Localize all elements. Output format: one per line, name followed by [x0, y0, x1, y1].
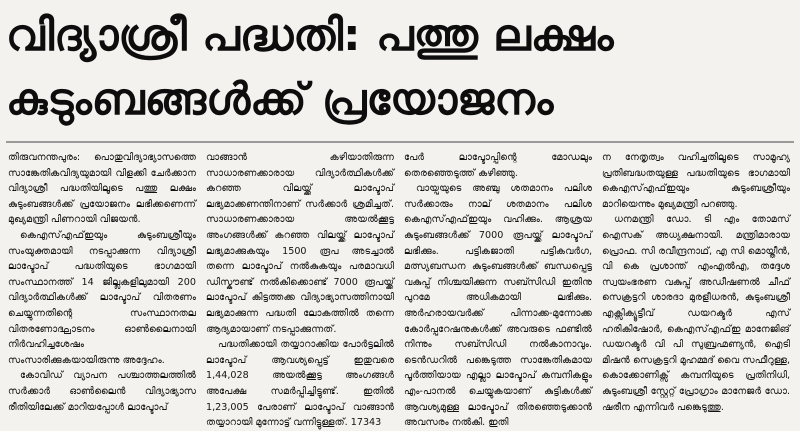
article-body [8, 150, 794, 429]
paragraph: വാങ്ങാൻ കഴിയാതിരുന്ന സാധാരണക്കാരായ വിദ്യാർത്ഥികൾക്ക് കറഞ്ഞ വിലയ്ക്ക് ലാപ്ടോപ് ലഭ്യമാക്കണന്തിനാണ് സർക്കാർ ശ്രമിച്ചത്. സാധാരണക്കാരായ അയൽക്കൂട്ട അംഗങ്ങൾക്ക് കറഞ്ഞ വിലയ്ക്ക് ലാപ്ടോപ് ലഭ്യമാക്കുകയും 1500 രൂപ അടച്ചാൽ തന്നെ ലാപ്ടോപ് നൽകുകയും പരമാവധി ഡിസ്കൗണ്ട് നൽകിക്കൊണ്ട് 7000 രൂപയ്ക്ക് ലാപ്ടോപ് കിട്ടത്തക്ക വിദ്യാഭ്യാസത്തിനായി ലഭ്യമാക്കുന്ന പദ്ധതി ലോകത്തിൽ തന്നെ ആദ്യമായാണ് നടപ്പാക്കുന്നത്. [206, 152, 394, 335]
article-column-2 [206, 150, 394, 429]
article-column-1 [8, 150, 196, 413]
paragraph: ധനമന്ത്രി ഡോ. ടി എം തോമസ് ഐസക് അധ്യക്ഷനായി. മന്ത്രിമാരായ പ്രൊഫ. സി രവീന്ദ്രനാഥ്, എ സി മൊയ്തീൻ, വി കെ പ്രശാന്ത് എംഎൽഎ, തദ്ദേശ സ്വയംഭരണ വകുപ്പ് അഡീഷണൽ ചീഫ് സെക്രട്ടറി ശാരദാ മുരളീധരൻ, കുടുംബശ്രീ എക്സിക്യൂട്ടീവ് ഡയറക്ടർ എസ് ഹരികിഷോർ, കെഎസ്എഫ്ഇ മാനേജിങ് ഡയറക്ടർ വി പി സുബ്രഹ്മണ്യൻ, ഐടി മിഷൻ സെക്രട്ടറി മുഹമ്മദ് വൈ സഫീറുള്ള, കൊക്കോണിക്സ് കമ്പനിയുടെ പ്രതിനിധി, കുടുംബശ്രീ സ്റ്റേറ്റ് പ്രോഗ്രാം മാനേജർ ഡോ. ഷരീന എന്നിവർ പങ്കെടുത്തു. [602, 214, 790, 413]
paragraph: പദ്ധതിക്കായി തയ്യാറാക്കിയ പോർട്ടലിൽ ലാപ്ടോപ് ആവശ്യപ്പെട്ട് ഇതുവരെ 1,44,028 അയൽക്കൂട്ട അംഗങ്ങൾ അപേക്ഷ സമർപ്പിച്ചിട്ടുണ്ട്. ഇതിൽ 1,23,005 പേരാണ് ലാപ്ടോപ് വാങ്ങാൻ തയ്യാറായി മുന്നോട്ട് വന്നിട്ടുള്ളത്. 17343 [206, 339, 394, 429]
paragraph: കോവിഡ് വ്യാപന പശ്ചാത്തലത്തിൽ സർക്കാർ ഓൺലൈൻ വിദ്യാഭ്യാസ രീതിയിലേക്ക് മാറിയപ്പോൾ ലാപ്ടോപ് [8, 370, 196, 413]
article-headline [6, 4, 794, 132]
paragraph: തിരുവനന്തപുരം: പൊതുവിദ്യാഭ്യാസത്തെ സാങ്കേതികവിദ്യയുമായി വിളക്കി ചേർക്കാന വിദ്യാശ്രീ പദ്ധതിയിലൂടെ പത്തു ലക്ഷം കുടുംബങ്ങൾക്ക് പ്രയോജനം ലഭിക്കണെന്ന് മുഖ്യമന്ത്രി പിണറായി വിജയൻ. [8, 152, 196, 226]
article-column-4 [602, 150, 790, 413]
article-column-3 [404, 150, 592, 429]
paragraph: ന നേതൃത്വം വഹിച്ചതിലൂടെ സാമൂഹ്യ പ്രതിബദ്ധതയുള്ള പദ്ധതിയുടെ ഭാഗമായി കെഎസ്എഫ്ഇയും കുടുംബശ്രീയും മാറിയെന്നും മുഖ്യമന്ത്രി പറഞ്ഞു. [602, 152, 790, 210]
headline-line-1: വിദ്യാശ്രീ പദ്ധതി: പത്തു ലക്ഷം [6, 10, 614, 61]
paragraph: വായ്പയുടെ അഞ്ചു ശതമാനം പലിശ സർക്കാരും നാല് ശതമാനം പലിശ കെഎസ്എഫ്ഇയും വഹിക്കും. ആശ്രയ കുടുംബങ്ങൾക്ക് 7000 രൂപയ്ക്ക് ലാപ്ടോപ് ലഭിക്കും. പട്ടികജാതി പട്ടികവർഗ, മത്സ്യബന്ധന കുടുംബങ്ങൾക്ക് ബന്ധപ്പെട്ട വകുപ്പ് നിശ്ചയിക്കുന്ന സബ്സിഡി ഇതിനു പുറമേ അധികമായി ലഭിക്കും. അർഹരായവർക്ക് പിന്നാക്ക-മുന്നോക്ക കോർപ്പറേഷനുകൾക്ക് അവരുടെ ഫണ്ടിൽ നിന്നും സബ്സിഡി നൽകാനാവും. ടെൻഡറിൽ പങ്കെടുത്ത സാങ്കേതികമായ പൂർത്തിയായ എല്ലാ ലാപ്ടോപ് കമ്പനികളും എം-പാനൽ ചെയ്യുകയാണ് കുട്ടികൾക്ക് ആവശ്യമുള്ള ലാപ്ടോപ് തിരഞ്ഞെടുക്കാൻ അവസരം നൽകി. ഇതി [404, 183, 592, 429]
headline-divider [6, 141, 794, 143]
paragraph: പേർ ലാപ്ടോപ്പിന്റെ മോഡലും തെരഞ്ഞെടുത്ത് കഴിഞ്ഞു. [404, 152, 592, 179]
paragraph: കെഎസ്എഫ്ഇയും കുടുംബശ്രീയും സംയുക്തമായി നടപ്പാക്കുന്ന വിദ്യാശ്രീ ലാപ്ടോപ് പദ്ധതിയുടെ ഭാഗമായി സംസ്ഥാനത്ത് 14 ജില്ലകളിലുമായി 200 വിദ്യാർത്ഥികൾക്ക് ലാപ്ടോപ് വിതരണം ചെയ്യുന്നതിന്റെ സംസ്ഥാനതല വിതരണോദ്ഘാടനം ഓൺലൈനായി നിർവഹിച്ചശേഷം സംസാരിക്കുകയായിരുന്നു അദ്ദേഹം. [8, 229, 196, 366]
headline-line-2: കുടുംബങ്ങൾക്ക് പ്രയോജനം [6, 74, 554, 125]
